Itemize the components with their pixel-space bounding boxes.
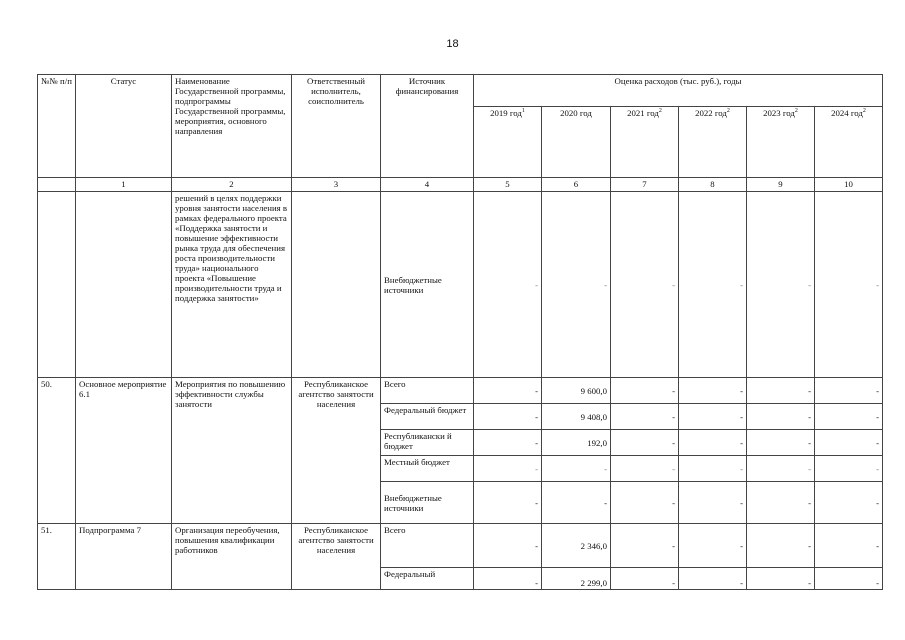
value-cell: - — [474, 568, 542, 590]
value-cell: - — [815, 568, 883, 590]
year-cell — [542, 107, 611, 178]
table-row — [38, 524, 883, 568]
year-cell — [611, 107, 679, 178]
year-cell — [679, 107, 747, 178]
funding-source: Местный бюджет — [381, 456, 474, 482]
value-cell: - — [474, 378, 542, 404]
year-cell — [815, 107, 883, 178]
page-number: 18 — [446, 38, 459, 50]
funding-source: Внебюджетные источники — [381, 482, 474, 524]
row-status: Основное мероприятие 6.1 — [76, 378, 172, 524]
col-number: 6 — [542, 178, 611, 192]
header-status: Статус — [76, 75, 172, 178]
col-number — [38, 178, 76, 192]
value-cell: - — [474, 456, 542, 482]
funding-source: Федеральный бюджет — [381, 404, 474, 430]
activity-name: Организация переобучения, повышения квалификации работников — [172, 524, 292, 590]
table-row — [38, 378, 883, 404]
funding-source: Республикански й бюджет — [381, 430, 474, 456]
year-note: 2 — [726, 108, 730, 115]
value-cell: - — [679, 568, 747, 590]
col-number: 7 — [611, 178, 679, 192]
column-number-row — [38, 178, 883, 192]
funding-source: Всего — [381, 524, 474, 568]
year-label: 2022 год — [695, 108, 727, 118]
col-number: 5 — [474, 178, 542, 192]
header-num: №№ п/п — [38, 75, 76, 178]
value-cell: - — [815, 404, 883, 430]
value-cell: - — [679, 378, 747, 404]
funding-source: Внебюджетные источники — [381, 192, 474, 378]
value-cell: - — [474, 524, 542, 568]
year-note: 2 — [658, 108, 662, 115]
funding-source: Всего — [381, 378, 474, 404]
year-label: 2019 год — [490, 108, 522, 118]
value-cell: - — [815, 456, 883, 482]
col-number: 9 — [747, 178, 815, 192]
value-cell: - — [679, 456, 747, 482]
value-cell: - — [747, 524, 815, 568]
value-cell: - — [815, 524, 883, 568]
value-cell: 2 299,0 — [542, 568, 611, 590]
row-number: 51. — [38, 524, 76, 590]
funding-source: Федеральный — [381, 568, 474, 590]
value-cell: - — [815, 430, 883, 456]
value-cell: - — [474, 192, 542, 378]
year-cell — [747, 107, 815, 178]
value-cell: - — [474, 430, 542, 456]
year-label: 2021 год — [627, 108, 659, 118]
value-cell: 9 600,0 — [542, 378, 611, 404]
value-cell: - — [747, 378, 815, 404]
col-number: 4 — [381, 178, 474, 192]
value-cell: - — [611, 456, 679, 482]
value-cell: - — [747, 430, 815, 456]
activity-name: Мероприятия по повышению эффективности службы занятости — [172, 378, 292, 524]
executor: Республиканское агентство занятости населения — [292, 524, 381, 590]
header-name: Наименование Государственной программы, подпрограммы Государственной программы, мероприятия, основного направления — [172, 75, 292, 178]
value-cell: - — [611, 192, 679, 378]
col-number: 8 — [679, 178, 747, 192]
value-cell: - — [611, 568, 679, 590]
value-cell: - — [747, 482, 815, 524]
value-cell: - — [542, 482, 611, 524]
value-cell: 9 408,0 — [542, 404, 611, 430]
row-status: Подпрограмма 7 — [76, 524, 172, 590]
value-cell: 192,0 — [542, 430, 611, 456]
table-row — [38, 192, 883, 378]
value-cell: - — [679, 404, 747, 430]
header-costs: Оценка расходов (тыс. руб.), годы — [474, 75, 883, 107]
value-cell: - — [611, 404, 679, 430]
col-number: 1 — [76, 178, 172, 192]
year-label: 2024 год — [831, 108, 863, 118]
value-cell: - — [679, 430, 747, 456]
value-cell: - — [679, 192, 747, 378]
year-note: 2 — [794, 108, 798, 115]
value-cell: - — [747, 568, 815, 590]
col-number: 10 — [815, 178, 883, 192]
value-cell: - — [474, 404, 542, 430]
value-cell: - — [815, 192, 883, 378]
header-executor: Ответственный исполнитель, соисполнитель — [292, 75, 381, 178]
activity-name: решений в целях поддержки уровня занятости населения в рамках федерального проекта «Поддержка занятости и повышение эффективности рынка труда для обеспечения роста производительности труда» национального проекта «Повышение производительности труда и поддержка занятости» — [172, 192, 292, 378]
value-cell: - — [815, 378, 883, 404]
col-number: 2 — [172, 178, 292, 192]
executor: Республиканское агентство занятости населения — [292, 378, 381, 524]
value-cell: - — [542, 192, 611, 378]
value-cell: - — [747, 404, 815, 430]
value-cell: - — [611, 430, 679, 456]
year-note: 1 — [521, 108, 525, 115]
budget-table — [37, 74, 883, 590]
col-number: 3 — [292, 178, 381, 192]
value-cell: - — [542, 456, 611, 482]
value-cell: - — [747, 192, 815, 378]
year-note: 2 — [862, 108, 866, 115]
header-source: Источник финансирования — [381, 75, 474, 178]
value-cell: - — [815, 482, 883, 524]
value-cell: - — [747, 456, 815, 482]
year-cell — [474, 107, 542, 178]
value-cell: - — [611, 378, 679, 404]
row-number: 50. — [38, 378, 76, 524]
value-cell: - — [611, 524, 679, 568]
value-cell: - — [679, 524, 747, 568]
value-cell: 2 346,0 — [542, 524, 611, 568]
value-cell: - — [679, 482, 747, 524]
year-label: 2020 год — [560, 108, 592, 118]
value-cell: - — [611, 482, 679, 524]
value-cell: - — [474, 482, 542, 524]
year-label: 2023 год — [763, 108, 795, 118]
